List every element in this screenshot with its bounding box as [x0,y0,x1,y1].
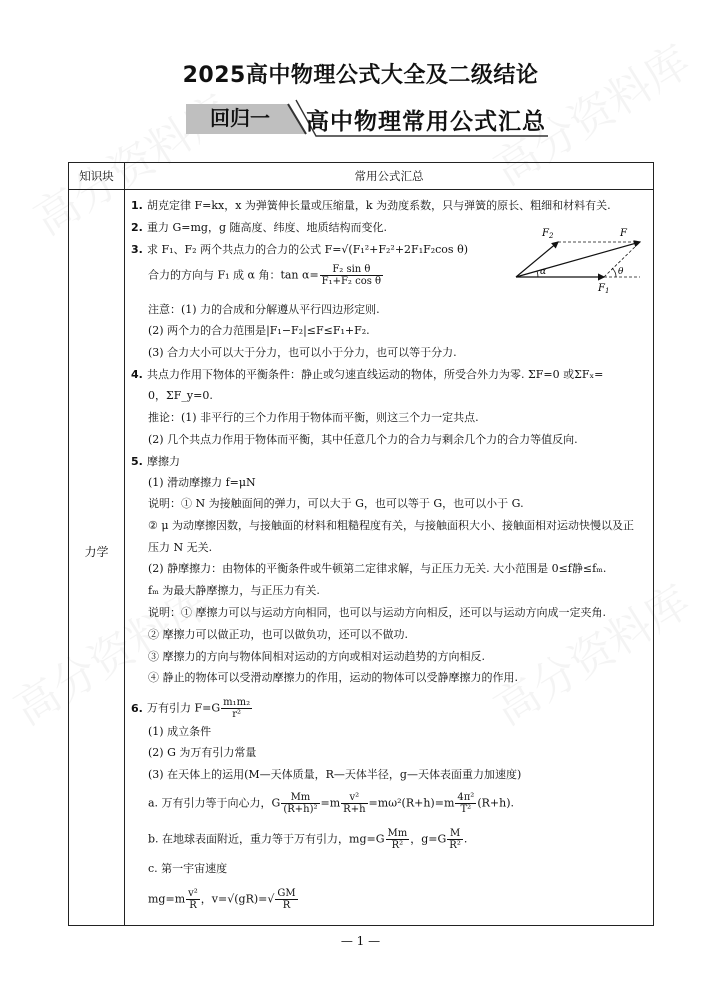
section-banner [178,96,550,142]
col-header-formulas: 常用公式汇总 [354,169,424,183]
banner-badge: 回归一 [210,106,270,130]
page-number: — 1 — [340,934,381,948]
item-6-b: (2) G 为万有引力常量 [148,746,257,759]
banner-title: 高中物理常用公式汇总 [306,108,546,135]
item-5-d: 压力 N 无关. [148,541,213,554]
item-6-e: b. 在地球表面附近，重力等于万有引力，mg=G $\frac{Mm}{\text{R²}}$ ，g=G $\frac{M}{\text{R²}}$ . [148,828,468,851]
item-3-direction: 合力的方向与 F₁ 成 α 角：tan α= $\frac{\text{F₂ sin θ}}{\text{F₁+F₂ cos θ}}$ [148,264,382,287]
f-label: F [620,228,627,239]
item-2: 2. 重力 G=mg，g 随高度、纬度、地质结构而变化. [131,221,388,234]
item-4: 4. 共点力作用下物体的平衡条件：静止或匀速直线运动的物体，所受合外力为零. ΣF=0 或ΣFₓ= [131,368,604,381]
item-5-f: fₘ 为最大静摩擦力，与正压力有关. [148,584,320,597]
item-5-g: 说明：① 摩擦力可以与运动方向相同，也可以与运动方向相反，还可以与运动方向成一定夹角. [148,606,606,619]
f2-label: $F_2$ [542,228,554,240]
item-5-e: (2) 静摩擦力：由物体的平衡条件或牛顿第二定律求解，与正压力无关. 大小范围是 0≤f静≤fₘ. [148,562,607,575]
f1-label: $F_1$ [598,283,610,294]
item-5-i: ③ 摩擦力的方向与物体间相对运动的方向或相对运动趋势的方向相反. [148,650,485,663]
item-6-c: (3) 在天体上的运用(M—天体质量，R—天体半径，g—天体表面重力加速度) [148,768,522,781]
item-5-c: ② μ 为动摩擦因数，与接触面的材料和粗糙程度有关，与接触面积大小、接触面相对运动快慢以及正 [148,519,635,532]
item-3-note: 注意：(1) 力的合成和分解遵从平行四边形定则. [148,303,380,316]
col-header-block: 知识块 [69,163,125,189]
item-6-f: c. 第一宇宙速度 [148,862,228,875]
item-6-a: (1) 成立条件 [148,725,212,738]
item-6-d: a. 万有引力等于向心力，G $\frac{Mm}{\text{(R+h)²}}$ =m $\frac{\text{v²}}{R+h}$ =mω²(R+h)=m $\frac{\text{4π²}}{\text{T²}}$ (R+h). [148,792,514,815]
alpha-label: α [540,267,547,277]
item-5-b: 说明：① N 为接触面间的弹力，可以大于 G，也可以等于 G，也可以小于 G. [148,497,524,510]
page-title: 2025高中物理公式大全及二级结论 [182,63,539,88]
item-4-r1: 推论：(1) 非平行的三个力作用于物体而平衡，则这三个力一定共点. [148,411,479,424]
table-header [69,163,653,190]
item-3-note-2: (2) 两个力的合力范围是|F₁−F₂|≤F≤F₁+F₂. [148,324,370,337]
item-5: 5. 摩擦力 [131,455,180,468]
item-1: 1. 胡克定律 F=kx，x 为弹簧伸长量或压缩量，k 为劲度系数，只与弹簧的原长、粗细和材料有关. [131,199,611,212]
theta-label: θ [618,267,624,277]
item-3: 3. 求 F₁、F₂ 两个共点力的合力的公式 F=√(F₁²+F₂²+2F₁F₂cos θ) [131,243,468,256]
item-5-j: ④ 静止的物体可以受滑动摩擦力的作用，运动的物体可以受静摩擦力的作用. [148,671,518,684]
force-diagram [512,222,647,294]
item-4-cont: 0，ΣF_y=0. [148,389,213,402]
item-4-r2: (2) 几个共点力作用于物体而平衡，其中任意几个力的合力与剩余几个力的合力等值反向. [148,433,578,446]
category-mechanics: 力学 [84,545,109,559]
item-5-h: ② 摩擦力可以做正功，也可以做负功，还可以不做功. [148,628,408,641]
item-6-g: mg=m $\frac{\text{v²}}{R}$ ，v=√(gR)=√ $\frac{GM}{R}$ [148,888,296,911]
item-6: 6. 万有引力 F=G $\frac{\text{m₁m₂}}{\text{r²}}$ [131,697,251,720]
item-5-a: (1) 滑动摩擦力 f=μN [148,476,256,489]
item-3-note-3: (3) 合力大小可以大于分力，也可以小于分力，也可以等于分力. [148,346,457,359]
